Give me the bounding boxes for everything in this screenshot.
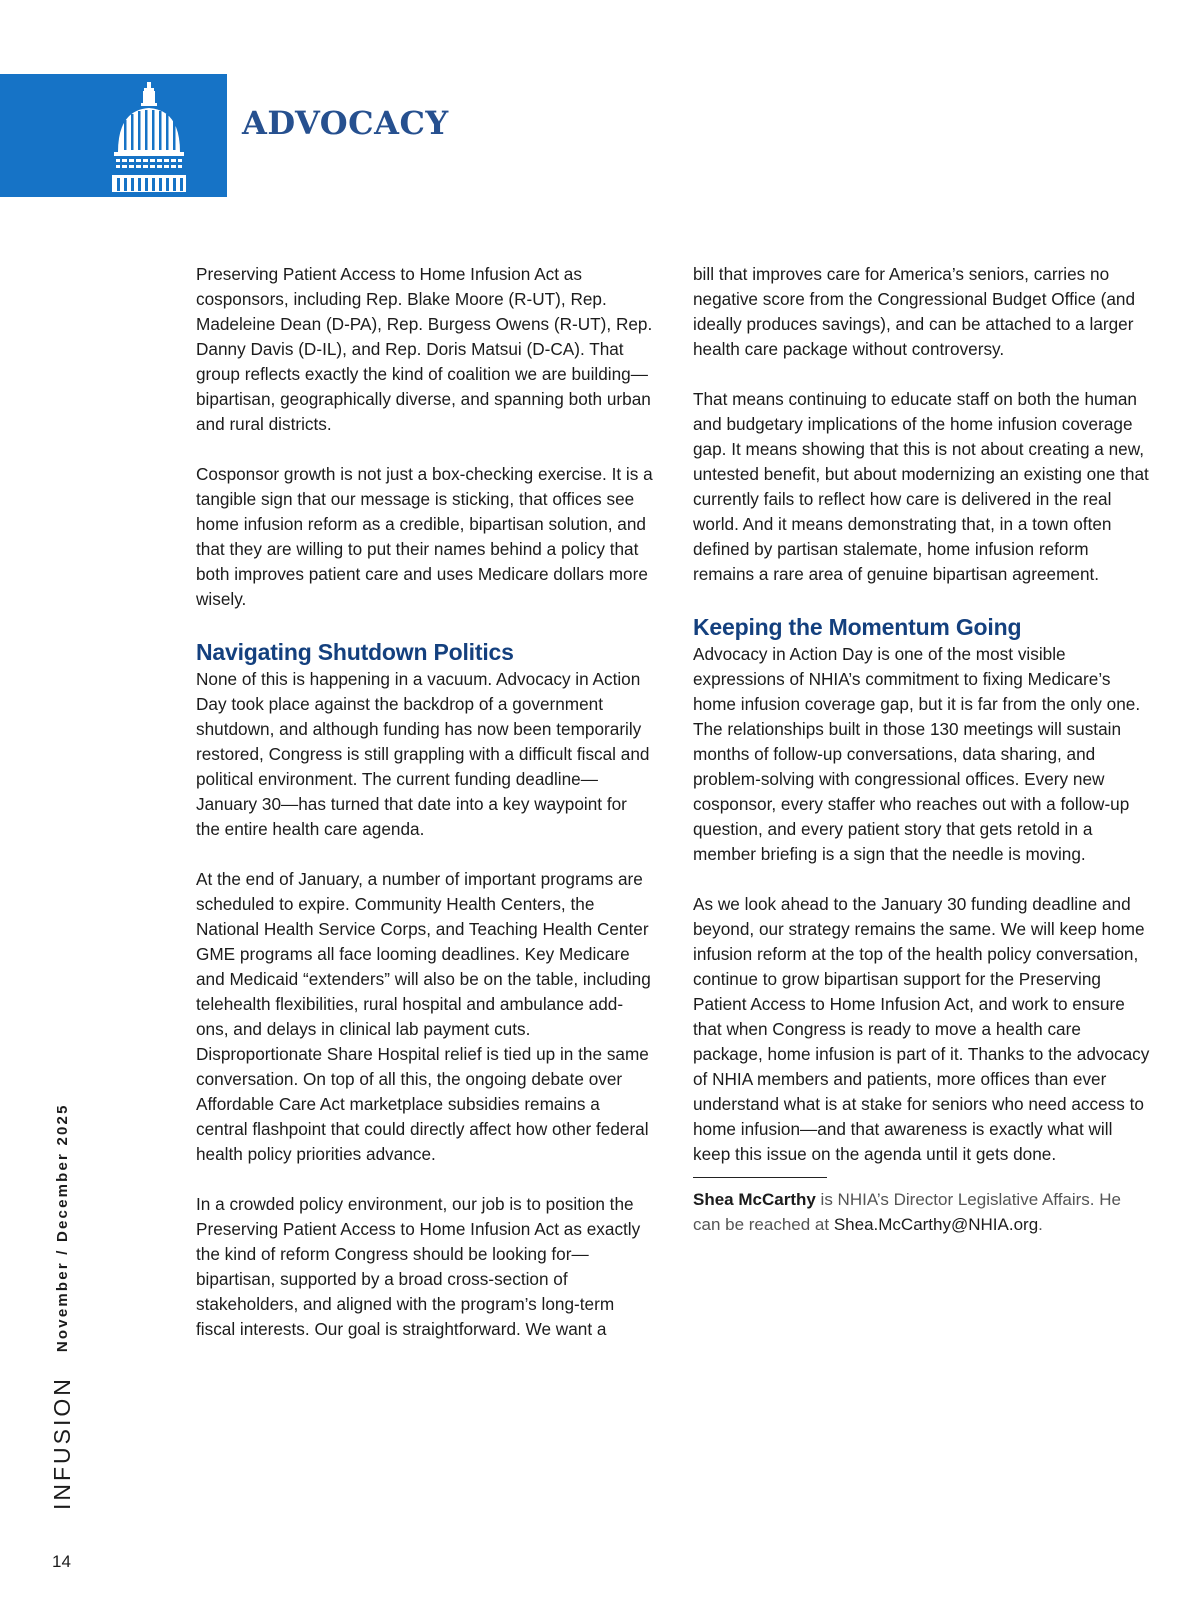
author-name: Shea McCarthy	[693, 1190, 816, 1209]
body-paragraph: Advocacy in Action Day is one of the most visible expressions of NHIA’s commitment to fixing Medicare’s home infusion coverage gap, but it is far from the only one. The relationships built in those 130 meetings will sustain months of follow-up conversations, data sharing, and problem-solving with congressional offices. Every new cosponsor, every staffer who reaches out with a follow-up question, and every patient story that gets retold in a member briefing is a sign that the needle is moving.	[693, 644, 1141, 864]
page-number: 14	[52, 1552, 71, 1571]
body-paragraph: At the end of January, a number of important programs are scheduled to expire. Community Health Centers, the National Health Service Corps, and Teaching Health Center GME programs all face looming deadlines. Key Medicare and Medicaid “extenders” will also be on the table, including telehealth flexibilities, rural hospital and ambulance add-ons, and delays in clinical lab payment cuts. Disproportionate Share Hospital relief is tied up in the same conversation. On top of all this, the ongoing debate over Affordable Care Act marketplace subsidies remains a central flashpoint that could directly affect how other federal health policy priorities advance.	[196, 869, 651, 1164]
capitol-dome-icon	[108, 80, 192, 192]
body-paragraph: As we look ahead to the January 30 funding deadline and beyond, our strategy remains the same. We will keep home infusion reform at the top of the health policy conversation, continue to grow bipartisan support for the Preserving Patient Access to Home Infusion Act, and work to ensure that when Congress is ready to move a health care package, home infusion is part of it. Thanks to the advocacy of NHIA members and patients, more offices than ever understand what is at stake for seniors who need access to home infusion—and that awareness is exactly what will keep this issue on the agenda until it gets done.	[693, 894, 1150, 1164]
issue-date: November / December 2025	[54, 1103, 71, 1353]
body-paragraph: That means continuing to educate staff on both the human and budgetary implications of the home infusion coverage gap. It means showing that this is not about creating a new, untested benefit, but about modernizing an existing one that currently fails to reflect how care is delivered in the real world. And it means demonstrating that, in a town often defined by partisan stalemate, home infusion reform remains a rare area of genuine bipartisan agreement.	[693, 389, 1149, 584]
body-paragraph: bill that improves care for America’s seniors, carries no negative score from the Congressional Budget Office (and ideally produces savings), and can be attached to a larger health care package without controversy.	[693, 264, 1136, 359]
body-paragraph: In a crowded policy environment, our job is to position the Preserving Patient Access to Home Infusion Act as exactly the kind of reform Congress should be looking for—bipartisan, supported by a broad cross-section of stakeholders, and aligned with the program’s long-term fiscal interests. Our goal is straightforward. We want a	[196, 1194, 641, 1339]
section-heading: Navigating Shutdown Politics	[196, 639, 514, 665]
right-column	[693, 262, 1151, 1237]
author-bio-end: .	[1038, 1215, 1043, 1234]
left-column	[196, 262, 654, 1367]
author-email-link[interactable]: Shea.McCarthy@NHIA.org	[833, 1215, 1039, 1234]
body-paragraph: None of this is happening in a vacuum. Advocacy in Action Day took place against the backdrop of a government shutdown, and although funding has now been temporarily restored, Congress is still grappling with a difficult fiscal and political environment. The current funding deadline—January 30—has turned that date into a key waypoint for the entire health care agenda.	[196, 669, 650, 839]
body-paragraph: Cosponsor growth is not just a box-checking exercise. It is a tangible sign that our message is sticking, that offices see home infusion reform as a credible, bipartisan solution, and that they are willing to put their names behind a policy that both improves patient care and uses Medicare dollars more wisely.	[196, 464, 653, 609]
section-heading: Keeping the Momentum Going	[693, 614, 1022, 640]
magazine-logo: INFUSION	[49, 1376, 75, 1510]
section-banner	[0, 74, 227, 197]
author-bio-text: is NHIA’s Director Legislative Affairs. He can be reached at	[693, 1190, 1121, 1234]
body-paragraph: Preserving Patient Access to Home Infusion Act as cosponsors, including Rep. Blake Moore (R-UT), Rep. Madeleine Dean (D-PA), Rep. Burgess Owens (R-UT), Rep. Danny Davis (D-IL), and Rep. Doris Matsui (D-CA). That group reflects exactly the kind of coalition we are building—bipartisan, geographically diverse, and spanning both urban and rural districts.	[196, 264, 653, 434]
bio-divider	[693, 1177, 827, 1178]
section-title: ADVOCACY	[242, 104, 449, 142]
vertical-footer	[49, 1103, 76, 1510]
author-bio	[693, 1187, 1151, 1237]
